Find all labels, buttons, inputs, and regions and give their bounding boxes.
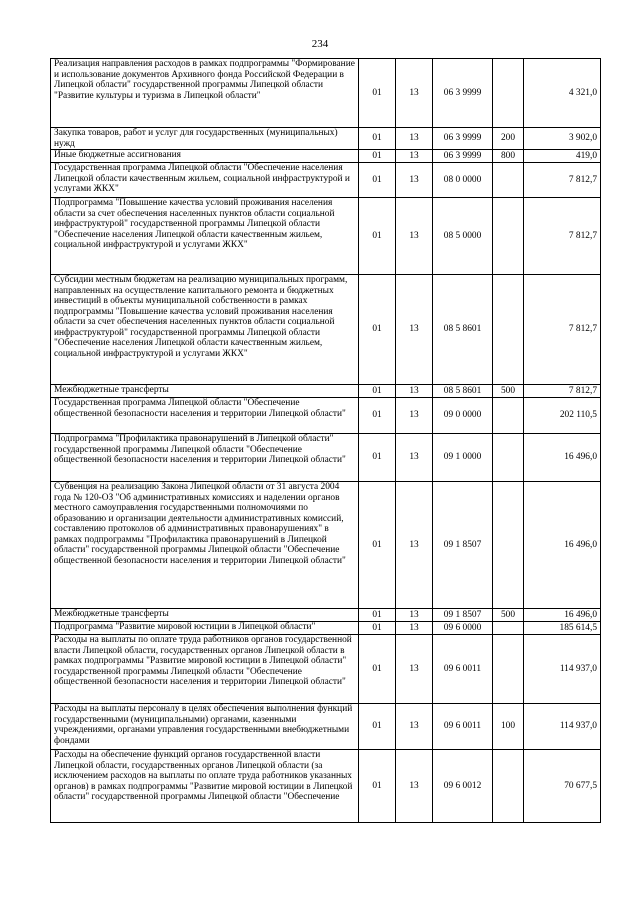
cell-ved: 01 bbox=[359, 398, 396, 434]
cell-razdel: 13 bbox=[396, 622, 433, 635]
cell-name: Государственная программа Липецкой области "Обеспечение общественной безопасности населения и территории Липецкой области" bbox=[51, 398, 359, 434]
cell-sum: 16 496,0 bbox=[524, 434, 601, 482]
cell-sum: 7 812,7 bbox=[524, 275, 601, 385]
table-row bbox=[51, 275, 601, 385]
cell-ved: 01 bbox=[359, 163, 396, 198]
table-row bbox=[51, 622, 601, 635]
cell-name: Субвенция на реализацию Закона Липецкой области от 31 августа 2004 года № 120-ОЗ "Об административных комиссиях и наделении органов местного самоуправления государственными полномочиями по образованию и организации деятельности административных комиссий, составлению протоколов об административных правонарушениях" в рамках подпрограммы "Профилактика правонарушений в Липецкой области" государственной программы Липецкой области "Обеспечение общественной безопасности населения и территории Липецкой области" bbox=[51, 482, 359, 609]
cell-ved: 01 bbox=[359, 482, 396, 609]
cell-sum: 4 321,0 bbox=[524, 59, 601, 128]
cell-target-article: 08 5 8601 bbox=[433, 275, 493, 385]
cell-ved: 01 bbox=[359, 59, 396, 128]
cell-expense-type bbox=[493, 635, 524, 704]
cell-name: Подпрограмма "Развитие мировой юстиции в Липецкой области" bbox=[51, 622, 359, 635]
cell-name: Межбюджетные трансферты bbox=[51, 609, 359, 622]
cell-expense-type: 800 bbox=[493, 150, 524, 163]
cell-razdel: 13 bbox=[396, 385, 433, 398]
table-row bbox=[51, 635, 601, 704]
table-row bbox=[51, 59, 601, 128]
cell-name: Межбюджетные трансферты bbox=[51, 385, 359, 398]
page-number: 234 bbox=[311, 38, 329, 50]
cell-target-article: 06 3 9999 bbox=[433, 59, 493, 128]
cell-target-article: 09 1 8507 bbox=[433, 482, 493, 609]
cell-sum: 16 496,0 bbox=[524, 482, 601, 609]
cell-sum: 7 812,7 bbox=[524, 163, 601, 198]
cell-expense-type bbox=[493, 622, 524, 635]
cell-target-article: 06 3 9999 bbox=[433, 150, 493, 163]
cell-ved: 01 bbox=[359, 635, 396, 704]
cell-name: Иные бюджетные ассигнования bbox=[51, 150, 359, 163]
table-row bbox=[51, 398, 601, 434]
cell-name: Расходы на выплаты по оплате труда работников органов государственной власти Липецкой области, государственных органов Липецкой области в рамках подпрограммы "Развитие мировой юстиции в Липецкой области" государственной программы Липецкой области "Обеспечение общественной безопасности населения и территории Липецкой области" bbox=[51, 635, 359, 704]
cell-sum: 3 902,0 bbox=[524, 128, 601, 150]
cell-sum: 7 812,7 bbox=[524, 198, 601, 275]
table-row bbox=[51, 750, 601, 823]
cell-razdel: 13 bbox=[396, 163, 433, 198]
cell-name: Подпрограмма "Профилактика правонарушений в Липецкой области" государственной программы Липецкой области "Обеспечение общественной безопасности населения и территории Липецкой области" bbox=[51, 434, 359, 482]
cell-target-article: 09 1 0000 bbox=[433, 434, 493, 482]
cell-target-article: 09 6 0011 bbox=[433, 635, 493, 704]
cell-target-article: 09 6 0000 bbox=[433, 622, 493, 635]
budget-table bbox=[50, 58, 601, 823]
cell-razdel: 13 bbox=[396, 128, 433, 150]
cell-expense-type bbox=[493, 482, 524, 609]
cell-name: Расходы на обеспечение функций органов государственной власти Липецкой области, государственных органов Липецкой области (за исключением расходов на выплаты по оплате труда работников указанных органов) в рамках подпрограммы "Развитие мировой юстиции в Липецкой области" государственной программы Липецкой области "Обеспечение bbox=[51, 750, 359, 823]
cell-target-article: 09 6 0012 bbox=[433, 750, 493, 823]
table-row bbox=[51, 198, 601, 275]
cell-razdel: 13 bbox=[396, 704, 433, 750]
cell-ved: 01 bbox=[359, 434, 396, 482]
cell-name: Расходы на выплаты персоналу в целях обеспечения выполнения функций государственными (муниципальными) органами, казенными учреждениями, органами управления государственными внебюджетными фондами bbox=[51, 704, 359, 750]
cell-expense-type: 200 bbox=[493, 128, 524, 150]
table-row bbox=[51, 385, 601, 398]
cell-expense-type bbox=[493, 434, 524, 482]
cell-expense-type bbox=[493, 59, 524, 128]
table-row bbox=[51, 609, 601, 622]
cell-razdel: 13 bbox=[396, 434, 433, 482]
cell-expense-type: 100 bbox=[493, 704, 524, 750]
cell-ved: 01 bbox=[359, 128, 396, 150]
cell-razdel: 13 bbox=[396, 59, 433, 128]
cell-name: Закупка товаров, работ и услуг для государственных (муниципальных) нужд bbox=[51, 128, 359, 150]
cell-sum: 7 812,7 bbox=[524, 385, 601, 398]
budget-table-body bbox=[51, 59, 601, 823]
cell-sum: 16 496,0 bbox=[524, 609, 601, 622]
cell-sum: 114 937,0 bbox=[524, 635, 601, 704]
cell-target-article: 09 0 0000 bbox=[433, 398, 493, 434]
cell-razdel: 13 bbox=[396, 275, 433, 385]
cell-name: Подпрограмма "Повышение качества условий проживания населения области за счет обеспечения населенных пунктов области социальной инфраструктурой" государственной программы Липецкой области "Обеспечение населения Липецкой области качественным жильем, социальной инфраструктурой и услугами ЖКХ" bbox=[51, 198, 359, 275]
cell-expense-type bbox=[493, 163, 524, 198]
cell-ved: 01 bbox=[359, 275, 396, 385]
cell-sum: 202 110,5 bbox=[524, 398, 601, 434]
cell-name: Государственная программа Липецкой области "Обеспечение населения Липецкой области качественным жильем, социальной инфраструктурой и услугами ЖКХ" bbox=[51, 163, 359, 198]
cell-target-article: 08 5 0000 bbox=[433, 198, 493, 275]
cell-razdel: 13 bbox=[396, 609, 433, 622]
cell-expense-type bbox=[493, 198, 524, 275]
cell-sum: 419,0 bbox=[524, 150, 601, 163]
table-row bbox=[51, 704, 601, 750]
cell-sum: 114 937,0 bbox=[524, 704, 601, 750]
cell-razdel: 13 bbox=[396, 482, 433, 609]
cell-name: Реализация направления расходов в рамках подпрограммы "Формирование и использование документов Архивного фонда Российской Федерации в Липецкой области" государственной программы Липецкой области "Развитие культуры и туризма в Липецкой области" bbox=[51, 59, 359, 128]
cell-razdel: 13 bbox=[396, 198, 433, 275]
cell-razdel: 13 bbox=[396, 150, 433, 163]
cell-target-article: 06 3 9999 bbox=[433, 128, 493, 150]
cell-ved: 01 bbox=[359, 198, 396, 275]
cell-expense-type bbox=[493, 750, 524, 823]
cell-target-article: 09 1 8507 bbox=[433, 609, 493, 622]
table-row bbox=[51, 150, 601, 163]
cell-ved: 01 bbox=[359, 385, 396, 398]
table-row bbox=[51, 482, 601, 609]
cell-ved: 01 bbox=[359, 750, 396, 823]
cell-ved: 01 bbox=[359, 622, 396, 635]
cell-ved: 01 bbox=[359, 150, 396, 163]
cell-target-article: 08 0 0000 bbox=[433, 163, 493, 198]
cell-sum: 185 614,5 bbox=[524, 622, 601, 635]
table-row bbox=[51, 128, 601, 150]
cell-expense-type bbox=[493, 398, 524, 434]
table-row bbox=[51, 434, 601, 482]
cell-expense-type: 500 bbox=[493, 609, 524, 622]
table-row bbox=[51, 163, 601, 198]
cell-razdel: 13 bbox=[396, 398, 433, 434]
cell-name: Субсидии местным бюджетам на реализацию муниципальных программ, направленных на осуществление капитального ремонта и бюджетных инвестиций в объекты муниципальной собственности в рамках подпрограммы "Повышение качества условий проживания населения области за счет обеспечения населенных пунктов области социальной инфраструктурой" государственной программы Липецкой области "Обеспечение населения Липецкой области качественным жильем, социальной инфраструктурой и услугами ЖКХ" bbox=[51, 275, 359, 385]
cell-razdel: 13 bbox=[396, 750, 433, 823]
cell-expense-type: 500 bbox=[493, 385, 524, 398]
cell-target-article: 08 5 8601 bbox=[433, 385, 493, 398]
cell-target-article: 09 6 0011 bbox=[433, 704, 493, 750]
cell-ved: 01 bbox=[359, 609, 396, 622]
cell-sum: 70 677,5 bbox=[524, 750, 601, 823]
cell-razdel: 13 bbox=[396, 635, 433, 704]
cell-ved: 01 bbox=[359, 704, 396, 750]
cell-expense-type bbox=[493, 275, 524, 385]
